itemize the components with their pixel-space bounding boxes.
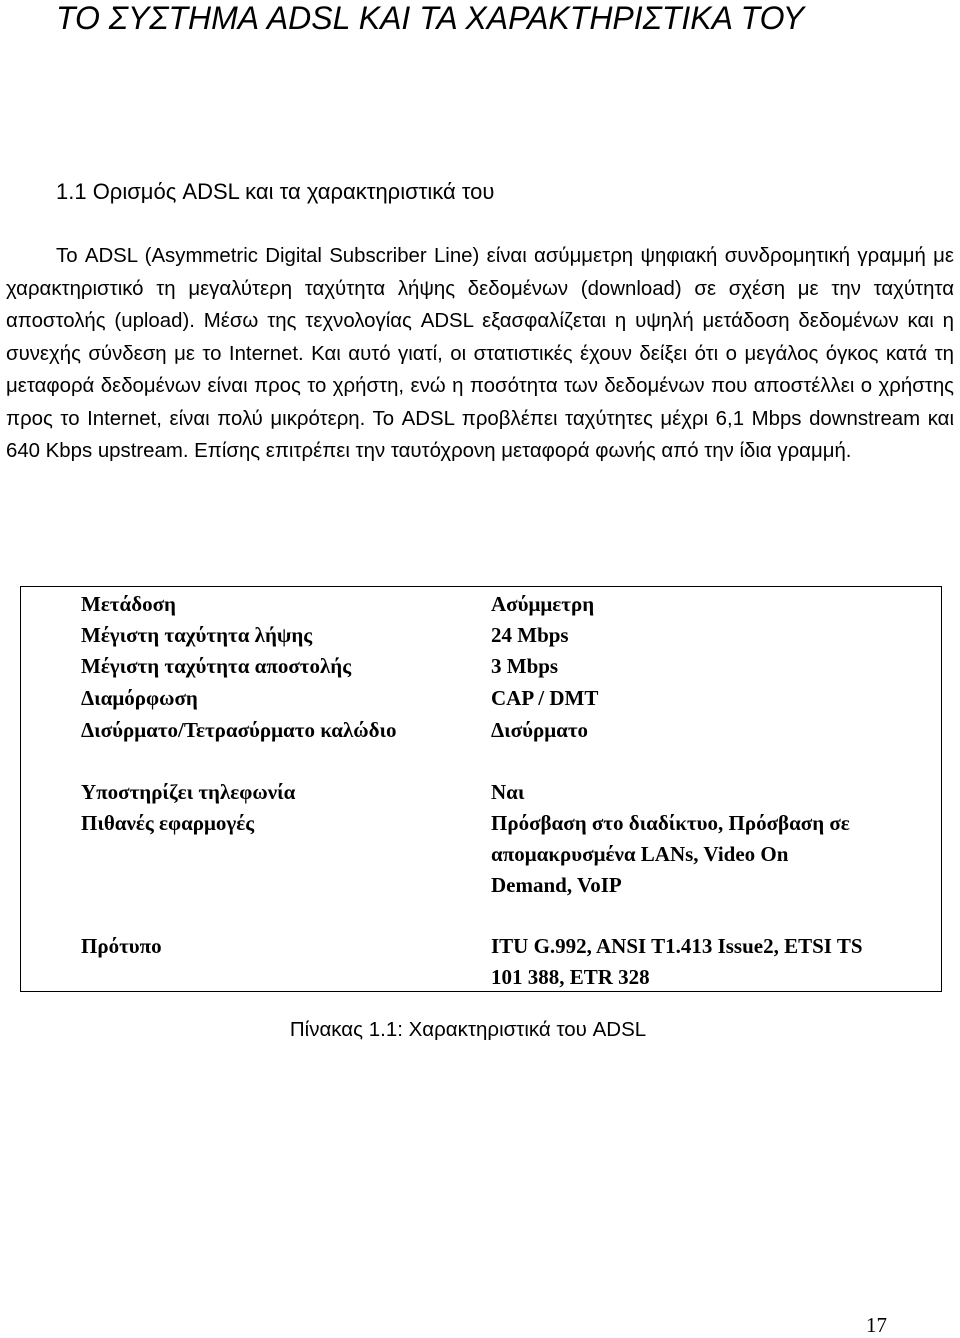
table-cell-label: Πρότυπο — [81, 934, 162, 958]
table-cell-value: CAP / DMT — [491, 686, 599, 710]
table-cell-value: Δισύρματο — [491, 718, 589, 742]
table-cell-label: Μετάδοση — [81, 592, 176, 616]
table-cell-value: Ασύμμετρη — [491, 592, 595, 616]
table-cell-value: Πρόσβαση στο διαδίκτυο, Πρόσβαση σε απομακρυσμένα LANs, Video On Demand, VoIP — [491, 811, 850, 897]
table-cell-value: 24 Mbps — [491, 623, 569, 647]
table-cell-label: Μέγιστη ταχύτητα αποστολής — [81, 654, 352, 678]
table-cell-value: ITU G.992, ANSI T1.413 Issue2, ETSI TS 101 388, ETR 328 — [491, 934, 863, 989]
table-cell-label: Μέγιστη ταχύτητα λήψης — [81, 623, 313, 647]
body-paragraph: Το ADSL (Asymmetric Digital Subscriber Line) είναι ασύμμετρη ψηφιακή συνδρομητική γραμμή με χαρακτηριστικό τη μεγαλύτερη ταχύτητα λήψης δεδομένων (download) σε σχέση με την ταχύτητα αποστολής (upload). Μέσω της τεχνολογίας ADSL εξασφαλίζεται η υψηλή μετάδοση δεδομένων και η συνεχής σύνδεση με το Internet. Και αυτό γιατί, οι στατιστικές έχουν δείξει ότι ο μεγάλος όγκος κατά τη μεταφορά δεδομένων είναι προς το χρήστη, ενώ η ποσότητα των δεδομένων που αποστέλλει ο χρήστης προς το Internet, είναι πολύ μικρότερη. Το ADSL προβλέπει ταχύτητες μέχρι 6,1 Mbps downstream και 640 Kbps upstream. Επίσης επιτρέπει την ταυτόχρονη μεταφορά φωνής από την ίδια γραμμή. — [6, 245, 954, 462]
table-cell-label: Πιθανές εφαρμογές — [81, 811, 255, 835]
table-cell-label: Δισύρματο/Τετρασύρματο καλώδιο — [81, 718, 397, 742]
table-cell-label: Διαμόρφωση — [81, 686, 198, 710]
adsl-characteristics-table — [20, 586, 942, 992]
section-heading: 1.1 Ορισμός ADSL και τα χαρακτηριστικά του — [56, 179, 495, 204]
table-cell-value: 3 Mbps — [491, 654, 559, 678]
table-cell-value: Ναι — [491, 780, 525, 804]
table-caption: Πίνακας 1.1: Χαρακτηριστικά του ADSL — [289, 1018, 647, 1041]
table-cell-label: Υποστηρίζει τηλεφωνία — [81, 780, 296, 804]
page-number: 17 — [866, 1313, 887, 1337]
chapter-title: ΤΟ ΣΥΣΤΗΜΑ ADSL ΚΑΙ ΤΑ ΧΑΡΑΚΤΗΡΙΣΤΙΚΑ ΤΟΥ — [56, 0, 805, 36]
